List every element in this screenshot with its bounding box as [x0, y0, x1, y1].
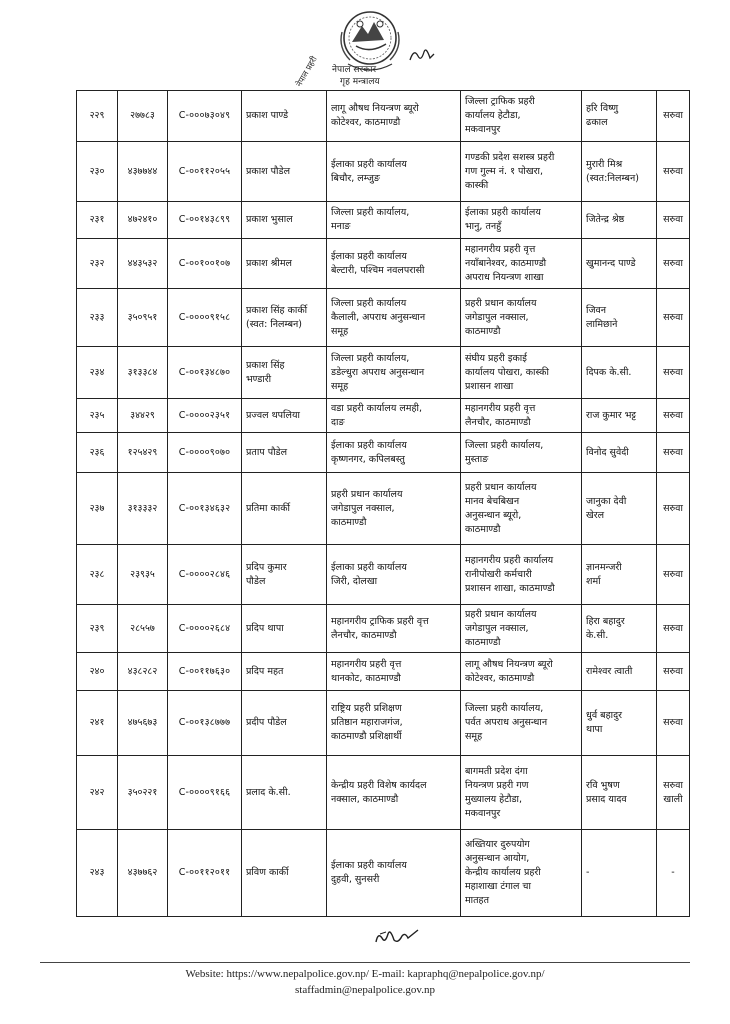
signature-icon — [374, 924, 420, 948]
current-office-cell-line: वडा प्रहरी कार्यालय लमही, — [331, 402, 423, 414]
current-office-cell-line: नक्साल, काठमाण्डौ — [331, 793, 399, 805]
rank-number-cell: १२५४२९ — [118, 433, 168, 473]
new-office-cell-line: समूह — [465, 731, 483, 742]
current-office-cell-line: महानगरीय प्रहरी वृत्त — [331, 658, 402, 670]
recommender-cell-line: धुर्व बहादुर — [586, 710, 623, 721]
name-cell-line: प्रलाद के.सी. — [246, 786, 291, 798]
new-office-cell-line: गण्डकी प्रदेश सशस्त्र प्रहरी — [465, 151, 555, 163]
current-office-cell-line: बिचौर, लम्जुङ — [331, 172, 380, 184]
rank-number-cell: ४३७७६२ — [118, 830, 168, 917]
recommender-cell-line: खेरल — [586, 509, 605, 521]
current-office-cell-line: दाङ — [331, 416, 345, 428]
recommender-cell-line: ज्ञानमन्जरी — [586, 561, 622, 573]
new-office-cell-line: जगेडापुल नक्साल, — [465, 622, 529, 634]
recommender-cell-line: खुमानन्द पाण्डे — [586, 257, 636, 269]
current-office-cell-line: जगेडापुल नक्साल, — [331, 502, 395, 514]
rank-number-cell: ३४४२९ — [118, 399, 168, 433]
recommender-cell — [582, 433, 657, 473]
remark-cell: सरुवा — [657, 691, 690, 756]
current-office-cell — [327, 91, 461, 142]
recommender-cell — [582, 691, 657, 756]
header-govt: नेपाल सरकार — [332, 65, 377, 75]
new-office-cell — [461, 545, 582, 605]
rank-number-cell: ३१३३३२ — [118, 473, 168, 545]
current-office-cell-line: ईलाका प्रहरी कार्यालय — [331, 158, 407, 170]
current-office-cell — [327, 202, 461, 239]
employee-code-cell: C-००१३४८७० — [168, 347, 242, 399]
current-office-cell-line: महानगरीय ट्राफिक प्रहरी वृत्त — [331, 615, 429, 627]
recommender-cell — [582, 830, 657, 917]
employee-code-cell: C-००००९१५८ — [168, 289, 242, 347]
remark-cell: सरुवा — [657, 91, 690, 142]
name-cell — [242, 545, 327, 605]
recommender-cell-line: रामेश्वर त्वाती — [586, 665, 633, 677]
employee-code-cell: C-००१००१०७ — [168, 239, 242, 289]
recommender-cell-line: प्रसाद यादव — [586, 793, 627, 805]
serial-number-cell: २३३ — [77, 289, 118, 347]
new-office-cell-line: नयाँबानेश्वर, काठमाण्डौ — [465, 257, 547, 269]
serial-number-cell: २४३ — [77, 830, 118, 917]
name-cell — [242, 691, 327, 756]
name-cell — [242, 653, 327, 691]
rank-number-cell: २७७८३ — [118, 91, 168, 142]
current-office-cell-line: जिल्ला प्रहरी कार्यालय — [331, 297, 407, 309]
new-office-cell-line: कास्की — [465, 179, 489, 191]
remark-cell: सरुवा — [657, 473, 690, 545]
serial-number-cell: २४२ — [77, 756, 118, 830]
name-cell-line: प्रविण कार्की — [246, 867, 289, 878]
name-cell-line: प्रकाश सिंह कार्की — [246, 304, 308, 316]
rank-number-cell: ३५०९५१ — [118, 289, 168, 347]
recommender-cell — [582, 756, 657, 830]
name-cell-line: (स्वत: निलम्बन) — [246, 318, 302, 330]
recommender-cell — [582, 605, 657, 653]
remark-cell: सरुवा — [657, 289, 690, 347]
new-office-cell — [461, 691, 582, 756]
serial-number-cell: २४१ — [77, 691, 118, 756]
employee-code-cell: C-००११७६३० — [168, 653, 242, 691]
current-office-cell-line: ईलाका प्रहरी कार्यालय — [331, 439, 407, 451]
new-office-cell-line: कार्यालय हेटौडा, — [465, 110, 521, 121]
name-cell — [242, 289, 327, 347]
employee-code-cell: C-००१३४६३२ — [168, 473, 242, 545]
recommender-cell-line: जिवन — [586, 304, 607, 316]
new-office-cell-line: कोटेश्वर, काठमाण्डौ — [465, 672, 535, 684]
remark-cell: सरुवा — [657, 653, 690, 691]
table-row — [77, 239, 690, 289]
rank-number-cell: ४४३५३२ — [118, 239, 168, 289]
table-row — [77, 605, 690, 653]
current-office-cell-line: समूह — [331, 380, 349, 392]
table-row — [77, 756, 690, 830]
current-office-cell-line: प्रतिष्ठान महाराजगंज, — [331, 717, 403, 728]
name-cell-line: प्रकाश सिंह — [246, 359, 285, 371]
table-row — [77, 473, 690, 545]
new-office-cell-line: अनुसन्धान ब्यूरो, — [465, 509, 522, 521]
recommender-cell — [582, 142, 657, 202]
new-office-cell — [461, 473, 582, 545]
name-cell-line: प्रताप पौडेल — [246, 446, 288, 458]
current-office-cell — [327, 653, 461, 691]
serial-number-cell: २३८ — [77, 545, 118, 605]
table-row — [77, 433, 690, 473]
header-police: नेपाल प्रहरी — [294, 54, 319, 89]
new-office-cell — [461, 91, 582, 142]
name-cell-line: प्रकाश पाण्डे — [246, 110, 289, 121]
new-office-cell-line: लैनचौर, काठमाण्डौ — [465, 416, 531, 428]
serial-number-cell: २३० — [77, 142, 118, 202]
new-office-cell-line: गण गुल्म नं. १ पोखरा, — [465, 165, 544, 177]
transfer-table-body — [77, 91, 690, 917]
rank-number-cell: ४७५६७३ — [118, 691, 168, 756]
new-office-cell-line: ईलाका प्रहरी कार्यालय — [465, 207, 541, 218]
current-office-cell — [327, 756, 461, 830]
current-office-cell — [327, 433, 461, 473]
new-office-cell-line: बागमती प्रदेश दंगा — [465, 765, 528, 777]
name-cell — [242, 433, 327, 473]
current-office-cell — [327, 399, 461, 433]
recommender-cell-line: राज कुमार भट्ट — [586, 409, 637, 421]
serial-number-cell: २३१ — [77, 202, 118, 239]
new-office-cell-line: अख्तियार दुरुपयोग — [465, 839, 530, 850]
current-office-cell-line: कृष्णनगर, कपिलबस्तु — [331, 453, 405, 465]
footer-contact-line: Website: https://www.nepalpolice.gov.np/ E-mail: kapraphq@nepalpolice.gov.np/ — [185, 968, 545, 980]
employee-code-cell: C-००००२३५१ — [168, 399, 242, 433]
name-cell-line: पौडेल — [246, 575, 266, 587]
new-office-cell-line: अपराध नियन्त्रण शाखा — [465, 271, 544, 283]
current-office-cell-line: डडेल्धुरा अपराध अनुसन्धान — [331, 366, 425, 378]
name-cell-line: प्रतिमा कार्की — [246, 502, 290, 514]
transfer-table — [76, 90, 690, 917]
name-cell-line: प्रदिप कुमार — [246, 561, 287, 573]
new-office-cell-line: काठमाण्डौ — [465, 636, 501, 648]
current-office-cell — [327, 605, 461, 653]
current-office-cell-line: काठमाण्डौ प्रशिक्षार्थी — [331, 731, 402, 742]
new-office-cell — [461, 756, 582, 830]
new-office-cell-line: काठमाण्डौ — [465, 523, 501, 535]
name-cell — [242, 605, 327, 653]
remark-cell: सरुवा खाली — [657, 756, 690, 830]
new-office-cell-line: जगेडापुल नक्साल, — [465, 311, 529, 323]
name-cell — [242, 756, 327, 830]
rank-number-cell: ३१३३८४ — [118, 347, 168, 399]
new-office-cell-line: मुख्यालय हेटौडा, — [465, 793, 523, 805]
rank-number-cell: २८५५७ — [118, 605, 168, 653]
new-office-cell — [461, 142, 582, 202]
remark-cell: सरुवा — [657, 433, 690, 473]
initial-signature-icon — [408, 44, 436, 66]
rank-number-cell: २३९३५ — [118, 545, 168, 605]
name-cell — [242, 830, 327, 917]
recommender-cell — [582, 289, 657, 347]
rank-number-cell: ४३७७४४ — [118, 142, 168, 202]
name-cell-line: प्रदीप पौडेल — [246, 717, 287, 728]
recommender-cell — [582, 545, 657, 605]
current-office-cell-line: बेल्टारी, पश्चिम नवलपरासी — [331, 264, 425, 276]
new-office-cell — [461, 239, 582, 289]
new-office-cell-line: जिल्ला ट्राफिक प्रहरी — [465, 96, 535, 107]
name-cell — [242, 142, 327, 202]
new-office-cell-line: संघीय प्रहरी इकाई — [465, 352, 527, 364]
new-office-cell — [461, 830, 582, 917]
new-office-cell — [461, 605, 582, 653]
current-office-cell-line: लागू औषध नियन्त्रण ब्यूरो — [331, 103, 419, 114]
recommender-cell-line: थापा — [586, 724, 603, 735]
current-office-cell-line: प्रहरी प्रधान कार्यालय — [331, 488, 403, 500]
serial-number-cell: २२९ — [77, 91, 118, 142]
current-office-cell-line: मनाङ — [331, 221, 351, 232]
header-ministry: गृह मन्त्रालय — [340, 77, 380, 87]
serial-number-cell: २३७ — [77, 473, 118, 545]
new-office-cell — [461, 433, 582, 473]
employee-code-cell: C-००११२०५५ — [168, 142, 242, 202]
recommender-cell — [582, 239, 657, 289]
name-cell — [242, 239, 327, 289]
recommender-cell-line: रवि भुषण — [586, 779, 620, 791]
new-office-cell — [461, 653, 582, 691]
new-office-cell-line: महानगरीय प्रहरी वृत्त — [465, 402, 536, 414]
new-office-cell-line: रानीपोखरी कर्मचारी — [465, 568, 532, 580]
table-row — [77, 691, 690, 756]
recommender-cell-line: विनोद सुवेदी — [586, 446, 629, 458]
current-office-cell-line: काठमाण्डौ — [331, 516, 367, 528]
rank-number-cell: ४३८२८२ — [118, 653, 168, 691]
new-office-cell-line: मुस्ताङ — [465, 453, 489, 465]
current-office-cell-line: कैलाली, अपराध अनुसन्धान — [331, 311, 426, 323]
employee-code-cell: C-००११२०११ — [168, 830, 242, 917]
remark-cell: सरुवा — [657, 605, 690, 653]
recommender-cell — [582, 91, 657, 142]
serial-number-cell: २४० — [77, 653, 118, 691]
current-office-cell-line: कोटेश्वर, काठमाण्डौ — [331, 117, 401, 128]
name-cell — [242, 347, 327, 399]
footer-email-line: staffadmin@nepalpolice.gov.np — [295, 984, 435, 996]
new-office-cell-line: नियन्त्रण प्रहरी गण — [465, 779, 529, 791]
name-cell — [242, 399, 327, 433]
recommender-cell-line: हिरा बहादुर — [586, 615, 625, 627]
employee-code-cell: C-००१४३८९९ — [168, 202, 242, 239]
current-office-cell — [327, 289, 461, 347]
current-office-cell — [327, 691, 461, 756]
recommender-cell — [582, 473, 657, 545]
recommender-cell — [582, 202, 657, 239]
new-office-cell-line: अनुसन्धान आयोग, — [465, 853, 530, 864]
name-cell — [242, 91, 327, 142]
new-office-cell — [461, 399, 582, 433]
employee-code-cell: C-००००९०७० — [168, 433, 242, 473]
new-office-cell-line: काठमाण्डौ — [465, 325, 501, 337]
name-cell — [242, 202, 327, 239]
remark-cell: सरुवा — [657, 142, 690, 202]
current-office-cell — [327, 142, 461, 202]
serial-number-cell: २३४ — [77, 347, 118, 399]
rank-number-cell: ४७२४१० — [118, 202, 168, 239]
recommender-cell-line: (स्वत:निलम्बन) — [586, 172, 639, 184]
recommender-cell-line: हरि विष्णु — [586, 103, 619, 114]
recommender-cell-line: ढकाल — [586, 117, 608, 128]
new-office-cell-line: प्रशासन शाखा, काठमाण्डौ — [465, 582, 555, 594]
current-office-cell-line: ईलाका प्रहरी कार्यालय — [331, 250, 407, 262]
serial-number-cell: २३२ — [77, 239, 118, 289]
new-office-cell-line: प्रशासन शाखा — [465, 380, 514, 392]
remark-cell: सरुवा — [657, 399, 690, 433]
new-office-cell-line: जिल्ला प्रहरी कार्यालय, — [465, 439, 544, 451]
new-office-cell-line: केन्द्रीय कार्यालय प्रहरी — [465, 867, 541, 878]
new-office-cell — [461, 202, 582, 239]
new-office-cell-line: पर्वत अपराध अनुसन्धान — [465, 717, 548, 728]
current-office-cell-line: जिल्ला प्रहरी कार्यालय, — [331, 207, 410, 218]
employee-code-cell: C-०००७३०४९ — [168, 91, 242, 142]
name-cell-line: प्रदिप थापा — [246, 622, 284, 634]
recommender-cell-line: - — [586, 867, 590, 878]
current-office-cell-line: थानकोट, काठमाण्डौ — [331, 672, 401, 684]
new-office-cell-line: प्रहरी प्रधान कार्यालय — [465, 481, 537, 493]
new-office-cell-line: मानव बेचबिखन — [465, 495, 520, 507]
recommender-cell-line: जितेन्द्र श्रेष्ठ — [586, 214, 625, 225]
table-row — [77, 202, 690, 239]
new-office-cell-line: मातहत — [465, 895, 490, 906]
table-row — [77, 347, 690, 399]
recommender-cell-line: दिपक के.सी. — [586, 366, 632, 378]
table-row — [77, 830, 690, 917]
new-office-cell-line: प्रहरी प्रधान कार्यालय — [465, 608, 537, 620]
current-office-cell — [327, 545, 461, 605]
current-office-cell-line: जिल्ला प्रहरी कार्यालय, — [331, 352, 410, 364]
current-office-cell-line: ईलाका प्रहरी कार्यालय — [331, 561, 407, 573]
remark-cell: सरुवा — [657, 347, 690, 399]
table-row — [77, 91, 690, 142]
serial-number-cell: २३६ — [77, 433, 118, 473]
current-office-cell-line: लैनचौर, काठमाण्डौ — [331, 629, 397, 641]
name-cell-line: प्रज्वल थपलिया — [246, 409, 300, 421]
new-office-cell-line: महानगरीय प्रहरी वृत्त — [465, 243, 536, 255]
recommender-cell — [582, 399, 657, 433]
remark-cell: सरुवा — [657, 239, 690, 289]
new-office-cell — [461, 347, 582, 399]
remark-cell: सरुवा — [657, 202, 690, 239]
current-office-cell-line: केन्द्रीय प्रहरी विशेष कार्यदल — [331, 779, 427, 791]
name-cell — [242, 473, 327, 545]
new-office-cell-line: जिल्ला प्रहरी कार्यालय, — [465, 703, 544, 714]
new-office-cell-line: मकवानपुर — [465, 124, 501, 135]
new-office-cell-line: महानगरीय प्रहरी कार्यालय — [465, 554, 554, 566]
employee-code-cell: C-००१३८७७७ — [168, 691, 242, 756]
rank-number-cell: ३५०२२१ — [118, 756, 168, 830]
new-office-cell-line: मकवानपुर — [465, 807, 501, 819]
employee-code-cell: C-००००९१६६ — [168, 756, 242, 830]
new-office-cell — [461, 289, 582, 347]
new-office-cell-line: भानु, तनहुँ — [465, 221, 502, 232]
current-office-cell — [327, 239, 461, 289]
serial-number-cell: २३९ — [77, 605, 118, 653]
recommender-cell-line: शर्मा — [586, 575, 601, 587]
current-office-cell — [327, 830, 461, 917]
recommender-cell-line: के.सी. — [586, 629, 609, 641]
current-office-cell — [327, 347, 461, 399]
serial-number-cell: २३५ — [77, 399, 118, 433]
current-office-cell-line: ईलाका प्रहरी कार्यालय — [331, 860, 407, 871]
employee-code-cell: C-००००२८४६ — [168, 545, 242, 605]
name-cell-line: प्रकाश श्रीमल — [246, 257, 292, 269]
current-office-cell — [327, 473, 461, 545]
recommender-cell-line: जानुका देवी — [586, 495, 627, 507]
table-row — [77, 399, 690, 433]
table-row — [77, 289, 690, 347]
name-cell-line: भण्डारी — [246, 373, 272, 385]
recommender-cell-line: लामिछाने — [586, 318, 618, 330]
name-cell-line: प्रदिप महत — [246, 665, 284, 677]
current-office-cell-line: जिरी, दोलखा — [331, 575, 378, 587]
table-row — [77, 653, 690, 691]
remark-cell: - — [657, 830, 690, 917]
current-office-cell-line: समूह — [331, 325, 349, 337]
current-office-cell-line: राष्ट्रिय प्रहरी प्रशिक्षण — [331, 703, 402, 714]
recommender-cell — [582, 653, 657, 691]
current-office-cell-line: दुहवी, सुनसरी — [331, 874, 380, 885]
name-cell-line: प्रकाश पौडेल — [246, 165, 291, 177]
new-office-cell-line: महाशाखा टंगाल चा — [465, 881, 531, 892]
recommender-cell — [582, 347, 657, 399]
employee-code-cell: C-००००२६८४ — [168, 605, 242, 653]
new-office-cell-line: प्रहरी प्रधान कार्यालय — [465, 297, 537, 309]
table-row — [77, 142, 690, 202]
table-row — [77, 545, 690, 605]
remark-cell: सरुवा — [657, 545, 690, 605]
footer-rule — [40, 962, 690, 963]
new-office-cell-line: लागू औषध नियन्त्रण ब्यूरो — [465, 658, 553, 670]
name-cell-line: प्रकाश भुसाल — [246, 214, 293, 225]
recommender-cell-line: मुरारी मिश्र — [586, 158, 623, 170]
new-office-cell-line: कार्यालय पोखरा, कास्की — [465, 366, 549, 378]
